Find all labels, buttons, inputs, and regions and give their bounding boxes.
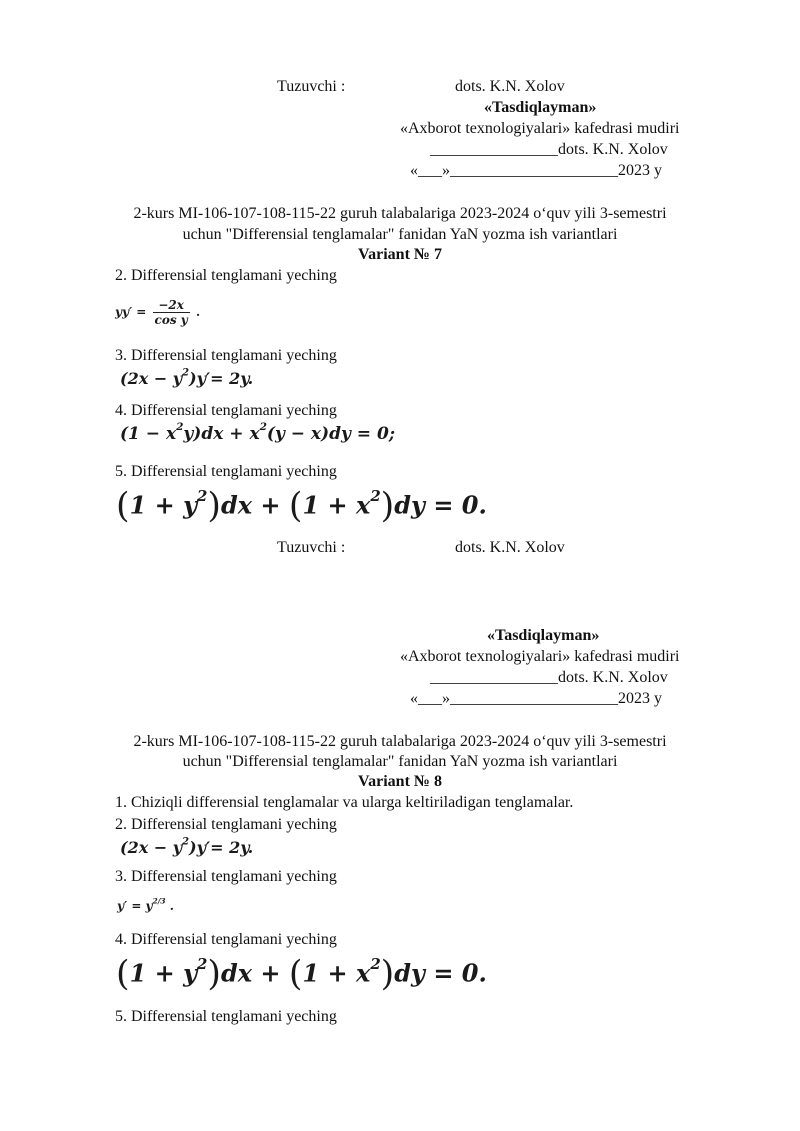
date-line: «___»_____________________2023 y — [410, 162, 662, 179]
signature-line-2: ________________dots. K.N. Xolov — [430, 669, 668, 686]
author-name-2: dots. K.N. Xolov — [455, 539, 565, 556]
author-name: dots. K.N. Xolov — [455, 78, 565, 95]
formula-q4b: $(1 + y^2)dx + (1 + x^2)dy = 0$. — [116, 954, 487, 994]
question-3b: 3. Differensial tenglamani yeching — [115, 868, 337, 885]
date-line-2: «___»_____________________2023 y — [410, 690, 662, 707]
question-2b: 2. Differensial tenglamani yeching — [115, 816, 337, 833]
question-4b: 4. Differensial tenglamani yeching — [115, 931, 337, 948]
department-line: «Axborot texnologiyalari» kafedrasi mudiri — [400, 120, 680, 137]
variant-title: Variant № 7 — [358, 246, 442, 263]
question-1: 1. Chiziqli differensial tenglamalar va ularga keltiriladigan tenglamalar. — [115, 794, 574, 811]
formula-q3: $(2x - y^2)y'= 2y$. — [120, 367, 254, 388]
question-5b: 5. Differensial tenglamani yeching — [115, 1008, 337, 1025]
variant-title-2: Variant № 8 — [358, 773, 442, 790]
department-line-2: «Axborot texnologiyalari» kafedrasi mudiri — [400, 648, 680, 665]
signature-line: ________________dots. K.N. Xolov — [430, 141, 668, 158]
document-heading-line1-2: 2-kurs MI-106-107-108-115-22 guruh talabalariga 2023-2024 o‘quv yili 3-semestri — [133, 733, 667, 750]
document-heading-line2: uchun "Differensial tenglamalar" fanidan YaN yozma ish variantlari — [182, 226, 618, 243]
formula-q2: yy′ = $\frac{-2x}{\text{cos y}}$ . — [115, 298, 201, 327]
formula-q3b: $y' = y^{2/3}$ . — [117, 896, 174, 913]
approval-title-2: «Tasdiqlayman» — [487, 627, 600, 644]
question-5: 5. Differensial tenglamani yeching — [115, 463, 337, 480]
document-heading-line1: 2-kurs MI-106-107-108-115-22 guruh talabalariga 2023-2024 o‘quv yili 3-semestri — [133, 205, 667, 222]
document-heading-line2-2: uchun "Differensial tenglamalar" fanidan YaN yozma ish variantlari — [182, 753, 618, 770]
question-4: 4. Differensial tenglamani yeching — [115, 402, 337, 419]
formula-q4: $(1 - x^2y)dx + x^2(y - x)dy = 0$; — [120, 421, 396, 444]
author-label-2: Tuzuvchi : — [277, 539, 346, 556]
question-2: 2. Differensial tenglamani yeching — [115, 267, 337, 284]
formula-q5: $(1 + y^2)dx + (1 + x^2)dy = 0$. — [116, 486, 487, 526]
question-3: 3. Differensial tenglamani yeching — [115, 347, 337, 364]
formula-q2b: $(2x - y^2)y'= 2y$. — [120, 836, 254, 857]
author-label: Tuzuvchi : — [277, 78, 346, 95]
approval-title: «Tasdiqlayman» — [484, 99, 597, 116]
